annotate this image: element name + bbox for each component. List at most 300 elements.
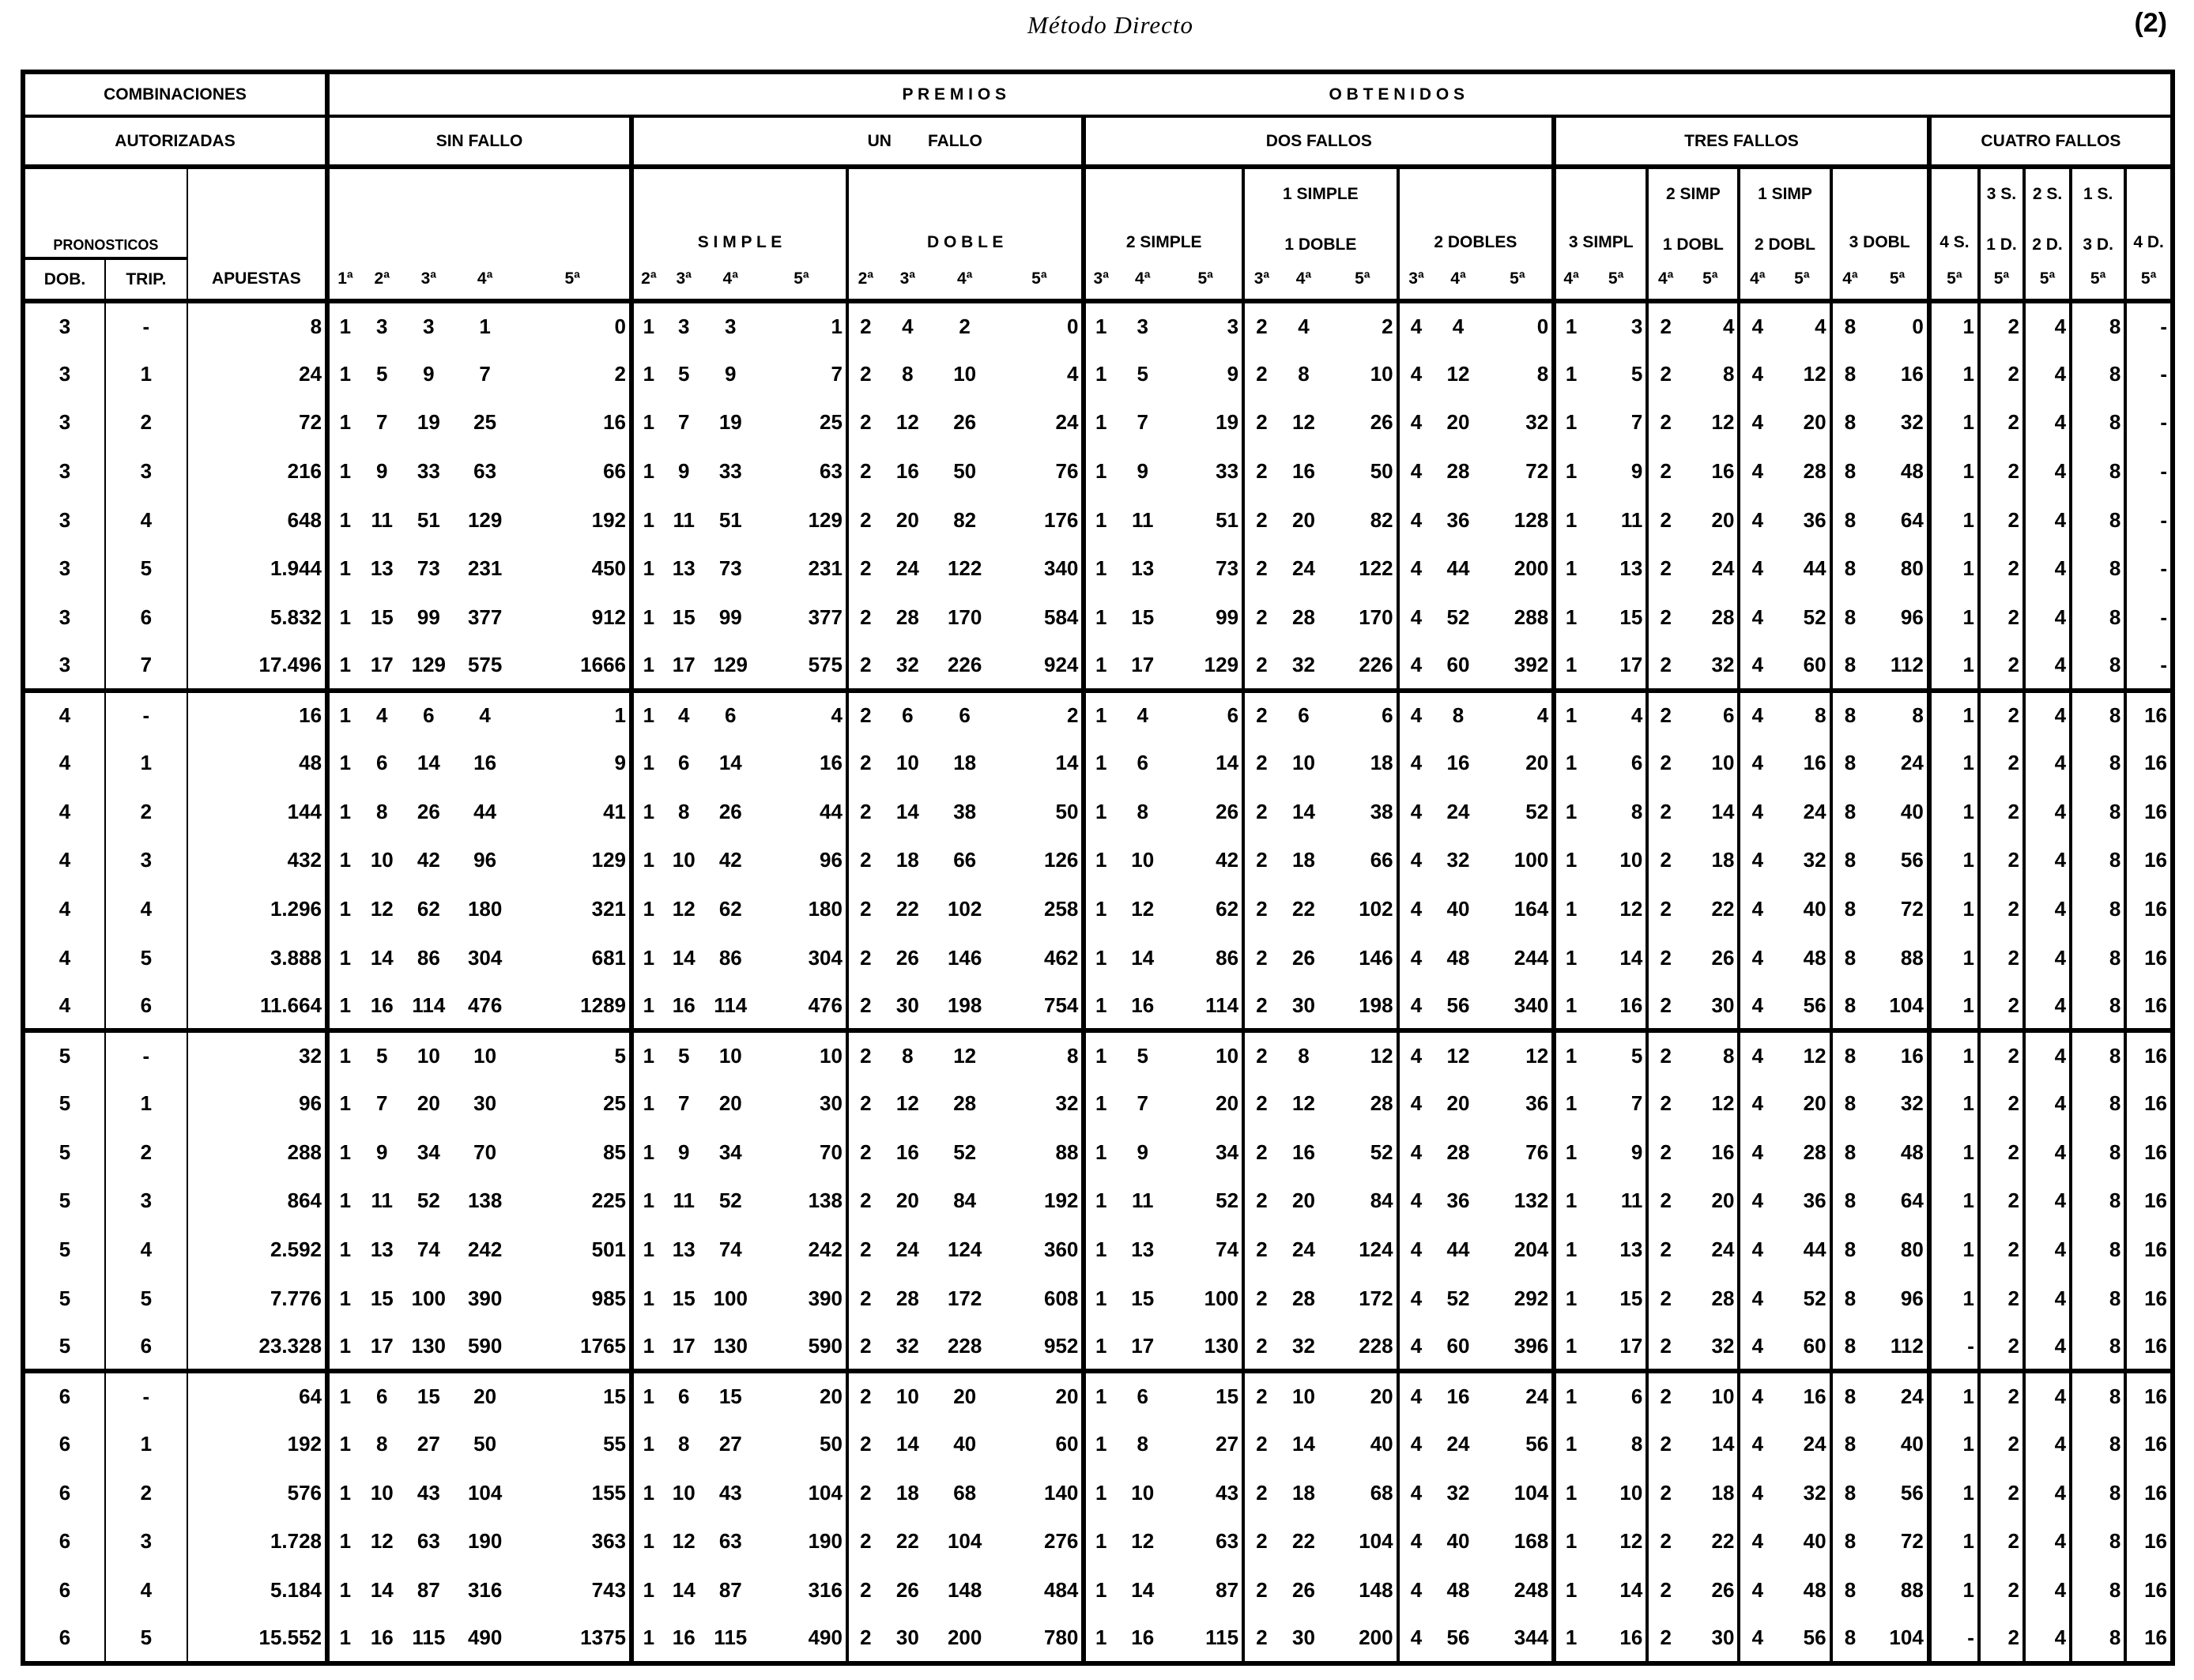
prize-cell: 87 bbox=[1216, 1577, 1239, 1602]
prize-cell: 9 bbox=[677, 458, 690, 483]
prize-cell: 52 bbox=[718, 1188, 742, 1213]
prize-cell: 4 bbox=[1116, 691, 1169, 740]
trip-cell: 4 bbox=[105, 495, 187, 544]
prize-cell: 1 bbox=[1554, 1614, 1586, 1663]
table-row bbox=[23, 1566, 2173, 1615]
prize-cell: 8 bbox=[1868, 691, 1928, 740]
prize-cell: 1 bbox=[327, 739, 361, 788]
prize-cell: 1 bbox=[631, 495, 664, 544]
prize-cell: 84 bbox=[953, 1188, 977, 1213]
prize-cell: 4 bbox=[1398, 350, 1434, 399]
apuestas-cell: 192 bbox=[187, 1420, 327, 1469]
table-row bbox=[23, 1274, 2173, 1323]
prize-cell: 1 bbox=[1554, 642, 1586, 691]
prize-cell: 73 bbox=[1216, 556, 1239, 581]
prize-cell: 126 bbox=[1044, 848, 1079, 872]
prize-cell: 321 bbox=[591, 897, 627, 921]
prize-cell: 28 bbox=[1446, 1139, 1470, 1164]
prize-cell: 164 bbox=[1514, 897, 1549, 921]
prize-cell: 1 bbox=[1929, 1030, 1979, 1079]
prize-cell: 20 bbox=[1803, 1091, 1826, 1116]
prize-cell: 16 bbox=[1868, 1030, 1928, 1079]
prize-cell: 4 bbox=[1398, 301, 1434, 350]
prize-cell: 8 bbox=[1831, 495, 1868, 544]
prize-cell: 8 bbox=[1722, 361, 1735, 386]
prize-cell: 4 bbox=[2024, 1226, 2071, 1275]
dos-simp-label: 2 SIMP bbox=[1665, 184, 1721, 203]
prize-cell: 18 bbox=[895, 1480, 919, 1505]
prize-order-header: 5ª bbox=[1683, 258, 1739, 301]
prize-cell: 4 bbox=[1398, 1079, 1434, 1128]
prize-cell: 258 bbox=[1044, 897, 1079, 921]
prize-cell: 226 bbox=[947, 652, 982, 676]
prize-cell: 1 bbox=[1554, 495, 1586, 544]
prize-cell: 16 bbox=[1711, 1139, 1735, 1164]
prize-cell: 8 bbox=[2071, 593, 2125, 642]
prize-cell: 8 bbox=[1683, 1030, 1739, 1079]
table-row bbox=[23, 350, 2173, 399]
prize-cell: 1 bbox=[327, 593, 361, 642]
prize-cell: 122 bbox=[1359, 556, 1393, 581]
prize-cell: 10 bbox=[1131, 1480, 1155, 1505]
dos-dobl-label: 2 DOBL bbox=[1754, 235, 1815, 254]
prize-cell: 15 bbox=[1131, 605, 1155, 629]
prize-cell: 4 bbox=[1398, 1371, 1434, 1420]
prize-cell: 8 bbox=[1831, 301, 1868, 350]
prize-cell: 8 bbox=[1831, 691, 1868, 740]
prize-cell: 33 bbox=[1216, 458, 1239, 483]
prize-cell: 4 bbox=[1739, 1469, 1774, 1518]
prize-cell: 7 bbox=[1137, 1091, 1148, 1116]
prize-cell: 1 bbox=[1084, 1517, 1116, 1566]
prize-cell: 40 bbox=[1370, 1432, 1393, 1456]
prize-cell: 14 bbox=[370, 945, 394, 970]
prize-cell: 52 bbox=[953, 1139, 977, 1164]
prize-cell: 1 bbox=[327, 350, 361, 399]
prize-cell: 148 bbox=[1359, 1577, 1393, 1602]
uno-simple-label: 1 SIMPLE bbox=[1282, 184, 1359, 203]
dob-cell: 3 bbox=[58, 605, 71, 629]
prize-cell: 4 bbox=[1398, 593, 1434, 642]
prize-cell: 8 bbox=[1774, 691, 1830, 740]
prize-order-header: 4ª bbox=[1647, 258, 1683, 301]
prize-cell: 28 bbox=[1803, 1139, 1826, 1164]
prize-cell: 16 bbox=[2125, 1614, 2173, 1663]
prize-cell: 8 bbox=[1137, 799, 1148, 823]
prize-order-header: 2ª bbox=[631, 258, 664, 301]
prize-cell: 3 bbox=[1227, 314, 1239, 338]
prize-cell: 76 bbox=[1055, 458, 1079, 483]
prize-cell: 16 bbox=[2125, 885, 2173, 934]
prize-cell: 48 bbox=[1803, 945, 1826, 970]
prize-cell: 66 bbox=[953, 848, 977, 872]
prize-cell: 2 bbox=[1243, 982, 1279, 1031]
dob-cell: 3 bbox=[58, 652, 71, 676]
prize-cell: 14 bbox=[370, 1577, 394, 1602]
prize-cell: 244 bbox=[1514, 945, 1549, 970]
prize-cell: 2 bbox=[1979, 1469, 2024, 1518]
prize-cell: 4 bbox=[902, 314, 914, 338]
dob-cell: 6 bbox=[58, 1625, 71, 1650]
prize-cell: 24 bbox=[1446, 1432, 1470, 1456]
prize-cell: 56 bbox=[1803, 1625, 1826, 1650]
prize-cell: 4 bbox=[1483, 691, 1555, 740]
prize-cell: 1 bbox=[1554, 1323, 1586, 1372]
prize-cell: 1 bbox=[1084, 1079, 1116, 1128]
prize-cell: 16 bbox=[1619, 993, 1643, 1017]
prize-cell: 1 bbox=[1929, 1420, 1979, 1469]
prize-cell: 2 bbox=[1243, 885, 1279, 934]
prize-cell: 608 bbox=[1044, 1286, 1079, 1310]
prize-cell: 377 bbox=[808, 605, 843, 629]
prize-cell: 13 bbox=[1131, 556, 1155, 581]
prize-cell: 231 bbox=[467, 556, 503, 581]
prize-cell: 8 bbox=[2071, 1469, 2125, 1518]
prize-cell: 76 bbox=[1525, 1139, 1549, 1164]
prize-cell: 16 bbox=[2125, 1128, 2173, 1177]
prize-cell: 4 bbox=[2024, 1614, 2071, 1663]
prize-cell: 6 bbox=[1683, 691, 1739, 740]
prize-cell: 11 bbox=[673, 1188, 695, 1213]
prize-cell: 16 bbox=[1803, 751, 1826, 775]
dob-cell: 6 bbox=[58, 1577, 71, 1602]
prize-cell: 2 bbox=[1979, 982, 2024, 1031]
prize-cell: 20 bbox=[997, 1371, 1084, 1420]
prize-cell: 1 bbox=[631, 544, 664, 593]
prize-cell: 2 bbox=[847, 691, 883, 740]
prize-cell: 4 bbox=[1398, 1030, 1434, 1079]
prize-cell: 1 bbox=[631, 350, 664, 399]
prize-cell: 2 bbox=[1647, 885, 1683, 934]
prize-cell: 73 bbox=[718, 556, 742, 581]
prize-cell: 1 bbox=[1084, 1030, 1116, 1079]
dob-cell: 5 bbox=[58, 1139, 71, 1164]
prize-cell: 82 bbox=[953, 507, 977, 532]
prize-cell: 15 bbox=[1619, 605, 1643, 629]
prize-cell: 2 bbox=[847, 1079, 883, 1128]
prize-cell: 8 bbox=[1831, 1030, 1868, 1079]
prize-cell: 16 bbox=[2125, 788, 2173, 837]
prize-cell: 60 bbox=[1446, 652, 1470, 676]
prize-cell: 50 bbox=[953, 458, 977, 483]
prize-cell: 2 bbox=[1647, 593, 1683, 642]
prize-cell: 129 bbox=[467, 507, 503, 532]
prize-cell: 8 bbox=[2071, 836, 2125, 885]
prize-cell: 2 bbox=[1243, 1517, 1279, 1566]
prize-cell: 2 bbox=[1243, 1420, 1279, 1469]
prize-cell: 1 bbox=[1084, 739, 1116, 788]
prize-cell: 102 bbox=[947, 897, 982, 921]
prize-cell: 16 bbox=[672, 1625, 696, 1650]
prize-cell: 4 bbox=[1398, 1566, 1434, 1615]
prize-cell: - bbox=[2125, 544, 2173, 593]
prize-cell: 36 bbox=[1803, 507, 1826, 532]
prize-cell: 6 bbox=[1137, 751, 1148, 775]
prize-cell: 27 bbox=[417, 1432, 440, 1456]
prize-cell: 12 bbox=[370, 1529, 394, 1554]
prize-cell: 490 bbox=[808, 1625, 843, 1650]
prize-cell: 743 bbox=[591, 1577, 627, 1602]
sin-fallo-header: SIN FALLO bbox=[327, 116, 631, 167]
prize-cell: 2 bbox=[1243, 1371, 1279, 1420]
prize-cell: 200 bbox=[1359, 1625, 1393, 1650]
prize-cell: 52 bbox=[1216, 1188, 1239, 1213]
prize-cell: 22 bbox=[895, 1529, 919, 1554]
prize-cell: 2 bbox=[1647, 1614, 1683, 1663]
uno-d-label: 1 D. bbox=[1986, 235, 2017, 254]
prize-cell: 24 bbox=[1291, 1237, 1315, 1261]
prize-cell: 2 bbox=[1243, 1030, 1279, 1079]
prize-cell: 20 bbox=[1216, 1091, 1239, 1116]
trip-cell: - bbox=[105, 1030, 187, 1079]
prize-cell: 12 bbox=[1619, 1529, 1643, 1554]
prize-order-header: 4ª bbox=[1279, 258, 1329, 301]
prize-order-header: 5ª bbox=[1329, 258, 1398, 301]
prize-cell: 88 bbox=[1900, 1577, 1924, 1602]
prize-cell: 1 bbox=[327, 301, 361, 350]
prize-cell: 1 bbox=[1929, 447, 1979, 496]
prize-cell: 11 bbox=[1620, 507, 1643, 532]
prize-cell: 10 bbox=[370, 1480, 394, 1505]
prize-cell: 2 bbox=[1979, 1274, 2024, 1323]
prize-cell: 2 bbox=[1979, 642, 2024, 691]
prize-cell: 1 bbox=[479, 314, 491, 338]
prize-table bbox=[21, 70, 2175, 1666]
prize-cell: 16 bbox=[1131, 1625, 1155, 1650]
prize-cell: 4 bbox=[2024, 691, 2071, 740]
prize-cell: 6 bbox=[361, 1371, 403, 1420]
prize-cell: 2 bbox=[959, 314, 971, 338]
prize-cell: 248 bbox=[1514, 1577, 1549, 1602]
prize-cell: 8 bbox=[1831, 982, 1868, 1031]
prize-cell: 26 bbox=[895, 945, 919, 970]
prize-cell: 7 bbox=[479, 361, 491, 386]
prize-cell: 64 bbox=[1900, 1188, 1924, 1213]
prize-cell: 14 bbox=[718, 751, 742, 775]
prize-cell: 4 bbox=[1739, 1323, 1774, 1372]
prize-cell: 114 bbox=[1205, 993, 1239, 1017]
prize-cell: 9 bbox=[376, 458, 388, 483]
prize-cell: 180 bbox=[808, 897, 843, 921]
prize-cell: 18 bbox=[1291, 1480, 1315, 1505]
prize-cell: 9 bbox=[423, 361, 435, 386]
prize-cell: 32 bbox=[1900, 1091, 1924, 1116]
prize-cell: 12 bbox=[1483, 1030, 1555, 1079]
prize-cell: 20 bbox=[718, 1091, 742, 1116]
prize-cell: 4 bbox=[1398, 982, 1434, 1031]
apuestas-cell: 96 bbox=[187, 1079, 327, 1128]
prize-cell: 4 bbox=[2024, 1030, 2071, 1079]
prize-cell: 112 bbox=[1890, 1333, 1924, 1358]
prize-cell: 13 bbox=[1131, 1237, 1155, 1261]
prize-cell: 8 bbox=[2071, 350, 2125, 399]
page-number: (2) bbox=[2134, 8, 2167, 38]
prize-cell: 4 bbox=[2024, 544, 2071, 593]
prize-cell: 30 bbox=[895, 1625, 919, 1650]
prize-cell: 32 bbox=[1900, 410, 1924, 435]
prize-cell: 2 bbox=[1243, 398, 1279, 447]
prize-cell: 18 bbox=[953, 751, 977, 775]
prize-cell: 198 bbox=[947, 993, 982, 1017]
prize-cell: 484 bbox=[1044, 1577, 1079, 1602]
prize-cell: 32 bbox=[1446, 1480, 1470, 1505]
prize-cell: 4 bbox=[1398, 691, 1434, 740]
prize-cell: 1 bbox=[1554, 1226, 1586, 1275]
prize-cell: 1 bbox=[631, 642, 664, 691]
prize-cell: 2 bbox=[1647, 1274, 1683, 1323]
prize-cell: 1 bbox=[631, 1323, 664, 1372]
dos-simple-header: 2 SIMPLE bbox=[1084, 167, 1243, 258]
dob-cell: 5 bbox=[58, 1333, 71, 1358]
prize-cell: 1 bbox=[1929, 1226, 1979, 1275]
prize-cell: 88 bbox=[1055, 1139, 1079, 1164]
trip-cell: 6 bbox=[105, 982, 187, 1031]
table-row bbox=[23, 739, 2173, 788]
prize-cell: 4 bbox=[757, 691, 847, 740]
dob-cell: 4 bbox=[58, 945, 71, 970]
prize-cell: 2 bbox=[847, 1566, 883, 1615]
prize-cell: 1 bbox=[1554, 447, 1586, 496]
prize-cell: 1 bbox=[1929, 1128, 1979, 1177]
prize-cell: 2 bbox=[1647, 691, 1683, 740]
prize-cell: 2 bbox=[1647, 1030, 1683, 1079]
prize-cell: 16 bbox=[1900, 361, 1924, 386]
prize-cell: 4 bbox=[1739, 982, 1774, 1031]
prize-cell: 2 bbox=[847, 739, 883, 788]
prize-cell: 4 bbox=[2024, 1274, 2071, 1323]
dob-cell: 6 bbox=[58, 1529, 71, 1554]
dob-cell: 4 bbox=[58, 897, 71, 921]
prize-cell: 1 bbox=[1554, 1517, 1586, 1566]
dob-cell: 4 bbox=[58, 751, 71, 775]
prize-cell: 1 bbox=[1929, 544, 1979, 593]
prize-cell: 26 bbox=[718, 799, 742, 823]
prize-cell: 2 bbox=[1979, 1128, 2024, 1177]
prize-cell: 2 bbox=[1647, 1079, 1683, 1128]
prize-cell: 62 bbox=[1216, 897, 1239, 921]
prize-cell: 16 bbox=[1446, 751, 1470, 775]
prize-cell: 1 bbox=[631, 1274, 664, 1323]
prize-cell: 2 bbox=[997, 691, 1084, 740]
prize-cell: 4 bbox=[1739, 933, 1774, 982]
prize-cell: 1 bbox=[1554, 593, 1586, 642]
prize-cell: 2 bbox=[847, 301, 883, 350]
prize-order-header: 3ª bbox=[1084, 258, 1116, 301]
prize-cell: 73 bbox=[417, 556, 440, 581]
prize-order-header: 3ª bbox=[883, 258, 933, 301]
prize-cell: 2 bbox=[1647, 447, 1683, 496]
prize-cell: 2 bbox=[1243, 1566, 1279, 1615]
prize-cell: 1 bbox=[1084, 544, 1116, 593]
prize-cell: 16 bbox=[2125, 1420, 2173, 1469]
prize-cell: 130 bbox=[411, 1333, 447, 1358]
prize-cell: 9 bbox=[1137, 1139, 1148, 1164]
prize-cell: 6 bbox=[677, 751, 690, 775]
prize-cell: 8 bbox=[1831, 350, 1868, 399]
prize-cell: 2 bbox=[847, 885, 883, 934]
prize-cell: 8 bbox=[1831, 1420, 1868, 1469]
table-row bbox=[23, 1614, 2173, 1663]
uno-doble-label: 1 DOBLE bbox=[1284, 235, 1357, 254]
prize-cell: 17 bbox=[1619, 1333, 1643, 1358]
prize-cell: 1 bbox=[515, 691, 631, 740]
prize-cell: 12 bbox=[1131, 897, 1155, 921]
prize-cell: 24 bbox=[1868, 1371, 1928, 1420]
prize-cell: 18 bbox=[1370, 751, 1393, 775]
prize-cell: 8 bbox=[1831, 544, 1868, 593]
prize-cell: 8 bbox=[1831, 836, 1868, 885]
prize-cell: 1 bbox=[1084, 1274, 1116, 1323]
prize-cell: 16 bbox=[603, 410, 627, 435]
prize-cell: 6 bbox=[376, 751, 388, 775]
prize-cell: 1 bbox=[1554, 398, 1586, 447]
prize-cell: 16 bbox=[2125, 933, 2173, 982]
prize-cell: 1 bbox=[327, 1226, 361, 1275]
prize-cell: 304 bbox=[808, 945, 843, 970]
prize-cell: 1 bbox=[1929, 982, 1979, 1031]
prize-cell: 130 bbox=[713, 1333, 748, 1358]
apuestas-cell: 1.296 bbox=[187, 885, 327, 934]
prize-cell: 96 bbox=[1900, 1286, 1924, 1310]
prize-cell: 1 bbox=[1554, 1371, 1586, 1420]
table-row bbox=[23, 1030, 2173, 1079]
prize-cell: 64 bbox=[1900, 507, 1924, 532]
prize-cell: 5 bbox=[361, 1030, 403, 1079]
prize-cell: 4 bbox=[1739, 350, 1774, 399]
prize-cell: 7 bbox=[1630, 410, 1643, 435]
prize-cell: 204 bbox=[1514, 1237, 1549, 1261]
prize-cell: 2 bbox=[1647, 1177, 1683, 1226]
fallo-label: FALLO bbox=[927, 131, 982, 150]
apuestas-cell: 2.592 bbox=[187, 1226, 327, 1275]
prize-cell: 38 bbox=[1370, 799, 1393, 823]
prize-cell: 96 bbox=[1900, 605, 1924, 629]
prize-cell: 1 bbox=[1084, 1323, 1116, 1372]
prize-cell: 4 bbox=[1398, 544, 1434, 593]
prize-cell: 32 bbox=[1291, 1333, 1315, 1358]
prize-cell: 2 bbox=[1647, 1469, 1683, 1518]
prize-cell: 392 bbox=[1514, 652, 1549, 676]
prize-cell: 11 bbox=[1132, 507, 1154, 532]
prize-cell: 16 bbox=[1433, 1371, 1483, 1420]
prize-cell: 1 bbox=[1084, 933, 1116, 982]
prize-cell: 200 bbox=[1514, 556, 1549, 581]
prize-cell: 1 bbox=[1554, 350, 1586, 399]
dob-cell: 3 bbox=[58, 458, 71, 483]
trip-cell: 4 bbox=[105, 1226, 187, 1275]
prize-cell: 26 bbox=[417, 799, 440, 823]
prize-cell: 2 bbox=[1979, 836, 2024, 885]
prize-cell: 9 bbox=[1227, 361, 1239, 386]
prize-cell: 1 bbox=[631, 1517, 664, 1566]
prize-cell: 575 bbox=[808, 652, 843, 676]
prize-cell: 1 bbox=[1084, 691, 1116, 740]
dob-cell: 3 bbox=[58, 507, 71, 532]
prize-cell: 13 bbox=[370, 1237, 394, 1261]
prize-cell: 1 bbox=[631, 1128, 664, 1177]
prize-cell: 48 bbox=[1446, 945, 1470, 970]
prize-cell: 2 bbox=[1979, 398, 2024, 447]
prize-cell: 50 bbox=[473, 1432, 497, 1456]
apuestas-cell: 5.832 bbox=[187, 593, 327, 642]
trip-cell: 5 bbox=[105, 1274, 187, 1323]
table-row bbox=[23, 1371, 2173, 1420]
prize-cell: 2 bbox=[1647, 1323, 1683, 1372]
prize-cell: 24 bbox=[1803, 799, 1826, 823]
prize-cell: 340 bbox=[1044, 556, 1079, 581]
prize-cell: 2 bbox=[1243, 836, 1279, 885]
prize-cell: 8 bbox=[1536, 361, 1549, 386]
